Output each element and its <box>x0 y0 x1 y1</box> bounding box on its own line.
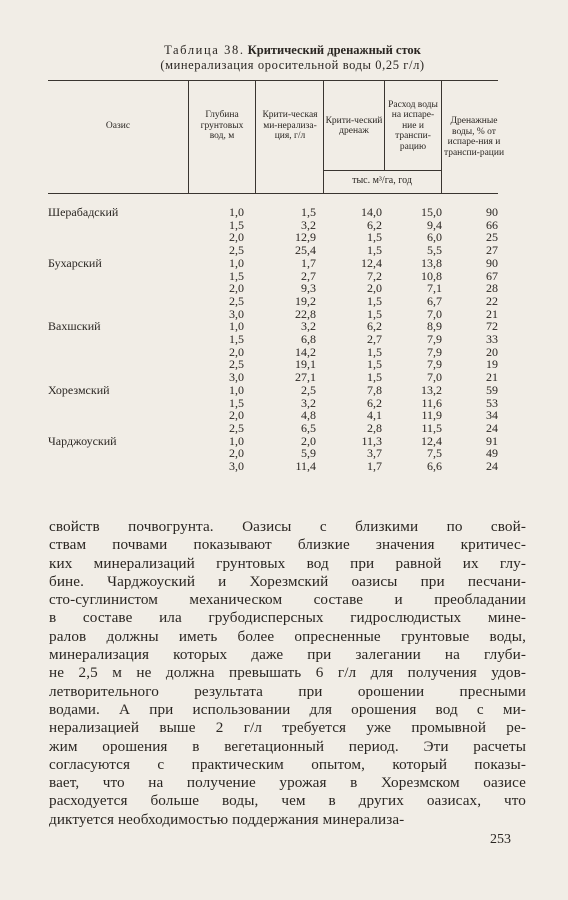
critical-drain-cell: 1,5 <box>367 370 382 385</box>
drain-percent-cell: 91 <box>486 433 498 448</box>
mineralization-cell: 2,0 <box>301 433 316 448</box>
depth-cell: 1,5 <box>229 217 244 232</box>
oasis-name-cell: Шерабадский <box>48 205 119 219</box>
table-row <box>48 422 498 435</box>
mineralization-cell: 4,8 <box>301 408 316 423</box>
evap-consumption-cell: 9,4 <box>427 217 442 232</box>
critical-drain-cell: 1,5 <box>367 230 382 245</box>
mineralization-cell: 19,2 <box>295 293 316 308</box>
header-oasis: Оазис <box>105 120 131 131</box>
critical-drain-cell: 1,5 <box>367 293 382 308</box>
oasis-name-cell <box>48 282 188 295</box>
drain-percent-cell: 90 <box>486 255 498 270</box>
critical-drain-cell: 12,4 <box>361 255 382 270</box>
drain-percent-cell: 19 <box>486 357 498 372</box>
drain-percent-cell: 21 <box>486 306 498 321</box>
text-line: свойств почвогрунта. Оазисы с близкими по свой- <box>49 518 526 535</box>
mineralization-cell: 11,4 <box>295 459 316 474</box>
mineralization-cell: 3,2 <box>301 319 316 334</box>
mineralization-cell: 19,1 <box>295 357 316 372</box>
evap-consumption-cell: 13,8 <box>421 255 442 270</box>
evap-consumption-cell: 12,4 <box>421 433 442 448</box>
table-row <box>48 333 498 346</box>
depth-cell: 1,0 <box>229 205 244 219</box>
drain-percent-cell: 49 <box>486 446 498 461</box>
depth-cell: 1,5 <box>229 268 244 283</box>
oasis-name-cell: Чарджоуский <box>48 433 117 448</box>
drain-percent-cell: 20 <box>486 344 498 359</box>
depth-cell: 1,5 <box>229 332 244 347</box>
critical-drain-cell: 7,8 <box>367 382 382 397</box>
oasis-name-cell <box>48 270 188 283</box>
mineralization-cell: 14,2 <box>295 344 316 359</box>
table-top-rule <box>48 80 498 81</box>
text-line: ствам почвами показывают близкие значения критичес- <box>49 536 526 554</box>
table-title: Критический дренажный сток <box>247 43 421 57</box>
depth-cell: 3,0 <box>229 306 244 321</box>
evap-consumption-cell: 13,2 <box>421 382 442 397</box>
oasis-name-cell <box>48 409 188 422</box>
table-row <box>48 206 498 219</box>
critical-drain-cell: 2,0 <box>367 281 382 296</box>
drain-percent-cell: 33 <box>486 332 498 347</box>
mineralization-cell: 27,1 <box>295 370 316 385</box>
text-line: сто-суглинистом механическом составе и преобладании <box>49 591 526 609</box>
depth-cell: 2,5 <box>229 243 244 258</box>
depth-cell: 1,5 <box>229 395 244 410</box>
evap-consumption-cell: 6,0 <box>427 230 442 245</box>
header-evap-consumption: Расход воды на испаре-ние и транспи-рацию <box>388 99 438 152</box>
mineralization-cell: 6,5 <box>301 420 316 435</box>
mineralization-cell: 12,9 <box>295 230 316 245</box>
critical-drain-cell: 2,7 <box>367 332 382 347</box>
critical-drain-cell: 1,5 <box>367 306 382 321</box>
drain-percent-cell: 90 <box>486 205 498 219</box>
depth-cell: 3,0 <box>229 459 244 474</box>
evap-consumption-cell: 6,7 <box>427 293 442 308</box>
table-subtitle: (минерализация оросительной воды 0,25 г/л) <box>160 58 425 72</box>
critical-drain-cell: 6,2 <box>367 217 382 232</box>
column-divider <box>441 80 442 193</box>
critical-drain-cell: 6,2 <box>367 395 382 410</box>
header-critical-drain: Крити-ческий дренаж <box>325 115 383 136</box>
column-divider <box>255 80 256 193</box>
mineralization-cell: 2,7 <box>301 268 316 283</box>
critical-drain-cell: 3,7 <box>367 446 382 461</box>
critical-drain-cell: 11,3 <box>361 433 382 448</box>
evap-consumption-cell: 5,5 <box>427 243 442 258</box>
critical-drain-cell: 2,8 <box>367 420 382 435</box>
text-line: расходуется больше воды, чем в других оазисах, что <box>49 792 526 810</box>
text-line: не 2,5 м не должна превышать 6 г/л для получения удов- <box>49 664 526 682</box>
depth-cell: 2,0 <box>229 344 244 359</box>
evap-consumption-cell: 6,6 <box>427 459 442 474</box>
depth-cell: 2,5 <box>229 357 244 372</box>
table-label: Таблица 38. <box>164 43 245 57</box>
text-line: диктуется необходимостью поддержания минерализа- <box>49 810 405 828</box>
evap-consumption-cell: 10,8 <box>421 268 442 283</box>
depth-cell: 2,5 <box>229 293 244 308</box>
header-mineralization: Крити-ческая ми-нерализа-ция, г/л <box>262 110 318 142</box>
evap-consumption-cell: 7,9 <box>427 332 442 347</box>
drain-percent-cell: 22 <box>486 293 498 308</box>
oasis-name-cell <box>48 346 188 359</box>
evap-consumption-cell: 11,9 <box>421 408 442 423</box>
header-drain-percent: Дренажные воды, % от испаре-ния и транспи-рации <box>443 116 505 158</box>
depth-cell: 3,0 <box>229 370 244 385</box>
mineralization-cell: 22,8 <box>295 306 316 321</box>
evap-consumption-cell: 8,9 <box>427 319 442 334</box>
text-line: жим орошения в вегетационный период. Эти расчеты <box>49 737 526 755</box>
mineralization-cell: 3,2 <box>301 395 316 410</box>
mineralization-cell: 25,4 <box>295 243 316 258</box>
evap-consumption-cell: 7,0 <box>427 370 442 385</box>
header-unit: тыс. м³/га, год <box>352 175 412 186</box>
depth-cell: 2,0 <box>229 446 244 461</box>
table-row <box>48 257 498 270</box>
text-line: ких минерализаций грунтовых вод при равной их глу- <box>49 554 526 572</box>
depth-cell: 1,0 <box>229 319 244 334</box>
drain-percent-cell: 25 <box>486 230 498 245</box>
oasis-name-cell <box>48 358 188 371</box>
header-depth: Глубина грунтовых вод, м <box>200 110 244 142</box>
drain-percent-cell: 67 <box>486 268 498 283</box>
drain-percent-cell: 34 <box>486 408 498 423</box>
table-row <box>48 295 498 308</box>
drain-percent-cell: 27 <box>486 243 498 258</box>
oasis-name-cell: Вахшский <box>48 319 101 334</box>
table-row <box>48 244 498 257</box>
oasis-name-cell <box>48 371 188 384</box>
drain-percent-cell: 24 <box>486 459 498 474</box>
evap-consumption-cell: 7,9 <box>427 357 442 372</box>
evap-consumption-cell: 15,0 <box>421 205 442 219</box>
text-line: минерализация которых даже при залегании на глуби- <box>49 646 526 664</box>
table-row <box>48 384 498 397</box>
text-line: летворительного результата при орошении пресными <box>49 682 526 700</box>
oasis-name-cell: Бухарский <box>48 255 102 270</box>
critical-drain-cell: 7,2 <box>367 268 382 283</box>
drain-percent-cell: 24 <box>486 420 498 435</box>
mineralization-cell: 1,7 <box>301 255 316 270</box>
mineralization-cell: 2,5 <box>301 382 316 397</box>
critical-drain-cell: 1,5 <box>367 357 382 372</box>
critical-drain-cell: 14,0 <box>361 205 382 219</box>
drain-percent-cell: 53 <box>486 395 498 410</box>
mineralization-cell: 1,5 <box>301 205 316 219</box>
oasis-name-cell <box>48 231 188 244</box>
page-number: 253 <box>490 832 511 847</box>
evap-consumption-cell: 7,9 <box>427 344 442 359</box>
depth-cell: 1,0 <box>229 382 244 397</box>
data-table <box>48 206 498 473</box>
text-line: в составе ила грубодисперсных гидрослюдистых мине- <box>49 609 526 627</box>
text-line: бине. Чарджоуский и Хорезмский оазисы при песчани- <box>49 572 526 590</box>
critical-drain-cell: 6,2 <box>367 319 382 334</box>
depth-cell: 2,0 <box>229 281 244 296</box>
oasis-name-cell <box>48 295 188 308</box>
critical-drain-cell: 1,5 <box>367 243 382 258</box>
table-row <box>48 460 498 473</box>
mineralization-cell: 3,2 <box>301 217 316 232</box>
table-body <box>48 206 498 473</box>
table-header-bottom-rule <box>48 193 498 194</box>
critical-drain-cell: 1,5 <box>367 344 382 359</box>
oasis-name-cell <box>48 460 188 473</box>
column-divider <box>384 80 385 170</box>
oasis-name-cell <box>48 219 188 232</box>
critical-drain-cell: 1,7 <box>367 459 382 474</box>
depth-cell: 2,0 <box>229 408 244 423</box>
column-divider <box>188 80 189 193</box>
mineralization-cell: 9,3 <box>301 281 316 296</box>
depth-cell: 1,0 <box>229 255 244 270</box>
oasis-name-cell <box>48 244 188 257</box>
text-line: вает, что на получение урожая в Хорезмском оазисе <box>49 774 526 792</box>
oasis-name-cell <box>48 447 188 460</box>
text-line: нерализацией выше 2 г/л требуется уже промывной ре- <box>49 719 526 737</box>
text-line: согласуются с практическим опытом, который показы- <box>49 755 526 773</box>
text-line: водами. А при использовании для орошения вод с ми- <box>49 700 526 718</box>
depth-cell: 1,0 <box>229 433 244 448</box>
drain-percent-cell: 72 <box>486 319 498 334</box>
depth-cell: 2,0 <box>229 230 244 245</box>
evap-consumption-cell: 11,5 <box>421 420 442 435</box>
drain-percent-cell: 66 <box>486 217 498 232</box>
depth-cell: 2,5 <box>229 420 244 435</box>
drain-percent-cell: 28 <box>486 281 498 296</box>
unit-divider-rule <box>323 170 441 171</box>
mineralization-cell: 5,9 <box>301 446 316 461</box>
table-row <box>48 371 498 384</box>
oasis-name-cell: Хорезмский <box>48 382 110 397</box>
text-line: ралов должны иметь более опресненные грунтовые воды, <box>49 627 526 645</box>
drain-percent-cell: 21 <box>486 370 498 385</box>
evap-consumption-cell: 11,6 <box>421 395 442 410</box>
mineralization-cell: 6,8 <box>301 332 316 347</box>
evap-consumption-cell: 7,1 <box>427 281 442 296</box>
oasis-name-cell <box>48 422 188 435</box>
oasis-name-cell <box>48 333 188 346</box>
evap-consumption-cell: 7,5 <box>427 446 442 461</box>
table-caption <box>40 43 545 73</box>
body-paragraph <box>49 518 526 829</box>
evap-consumption-cell: 7,0 <box>427 306 442 321</box>
drain-percent-cell: 59 <box>486 382 498 397</box>
critical-drain-cell: 4,1 <box>367 408 382 423</box>
oasis-name-cell <box>48 397 188 410</box>
